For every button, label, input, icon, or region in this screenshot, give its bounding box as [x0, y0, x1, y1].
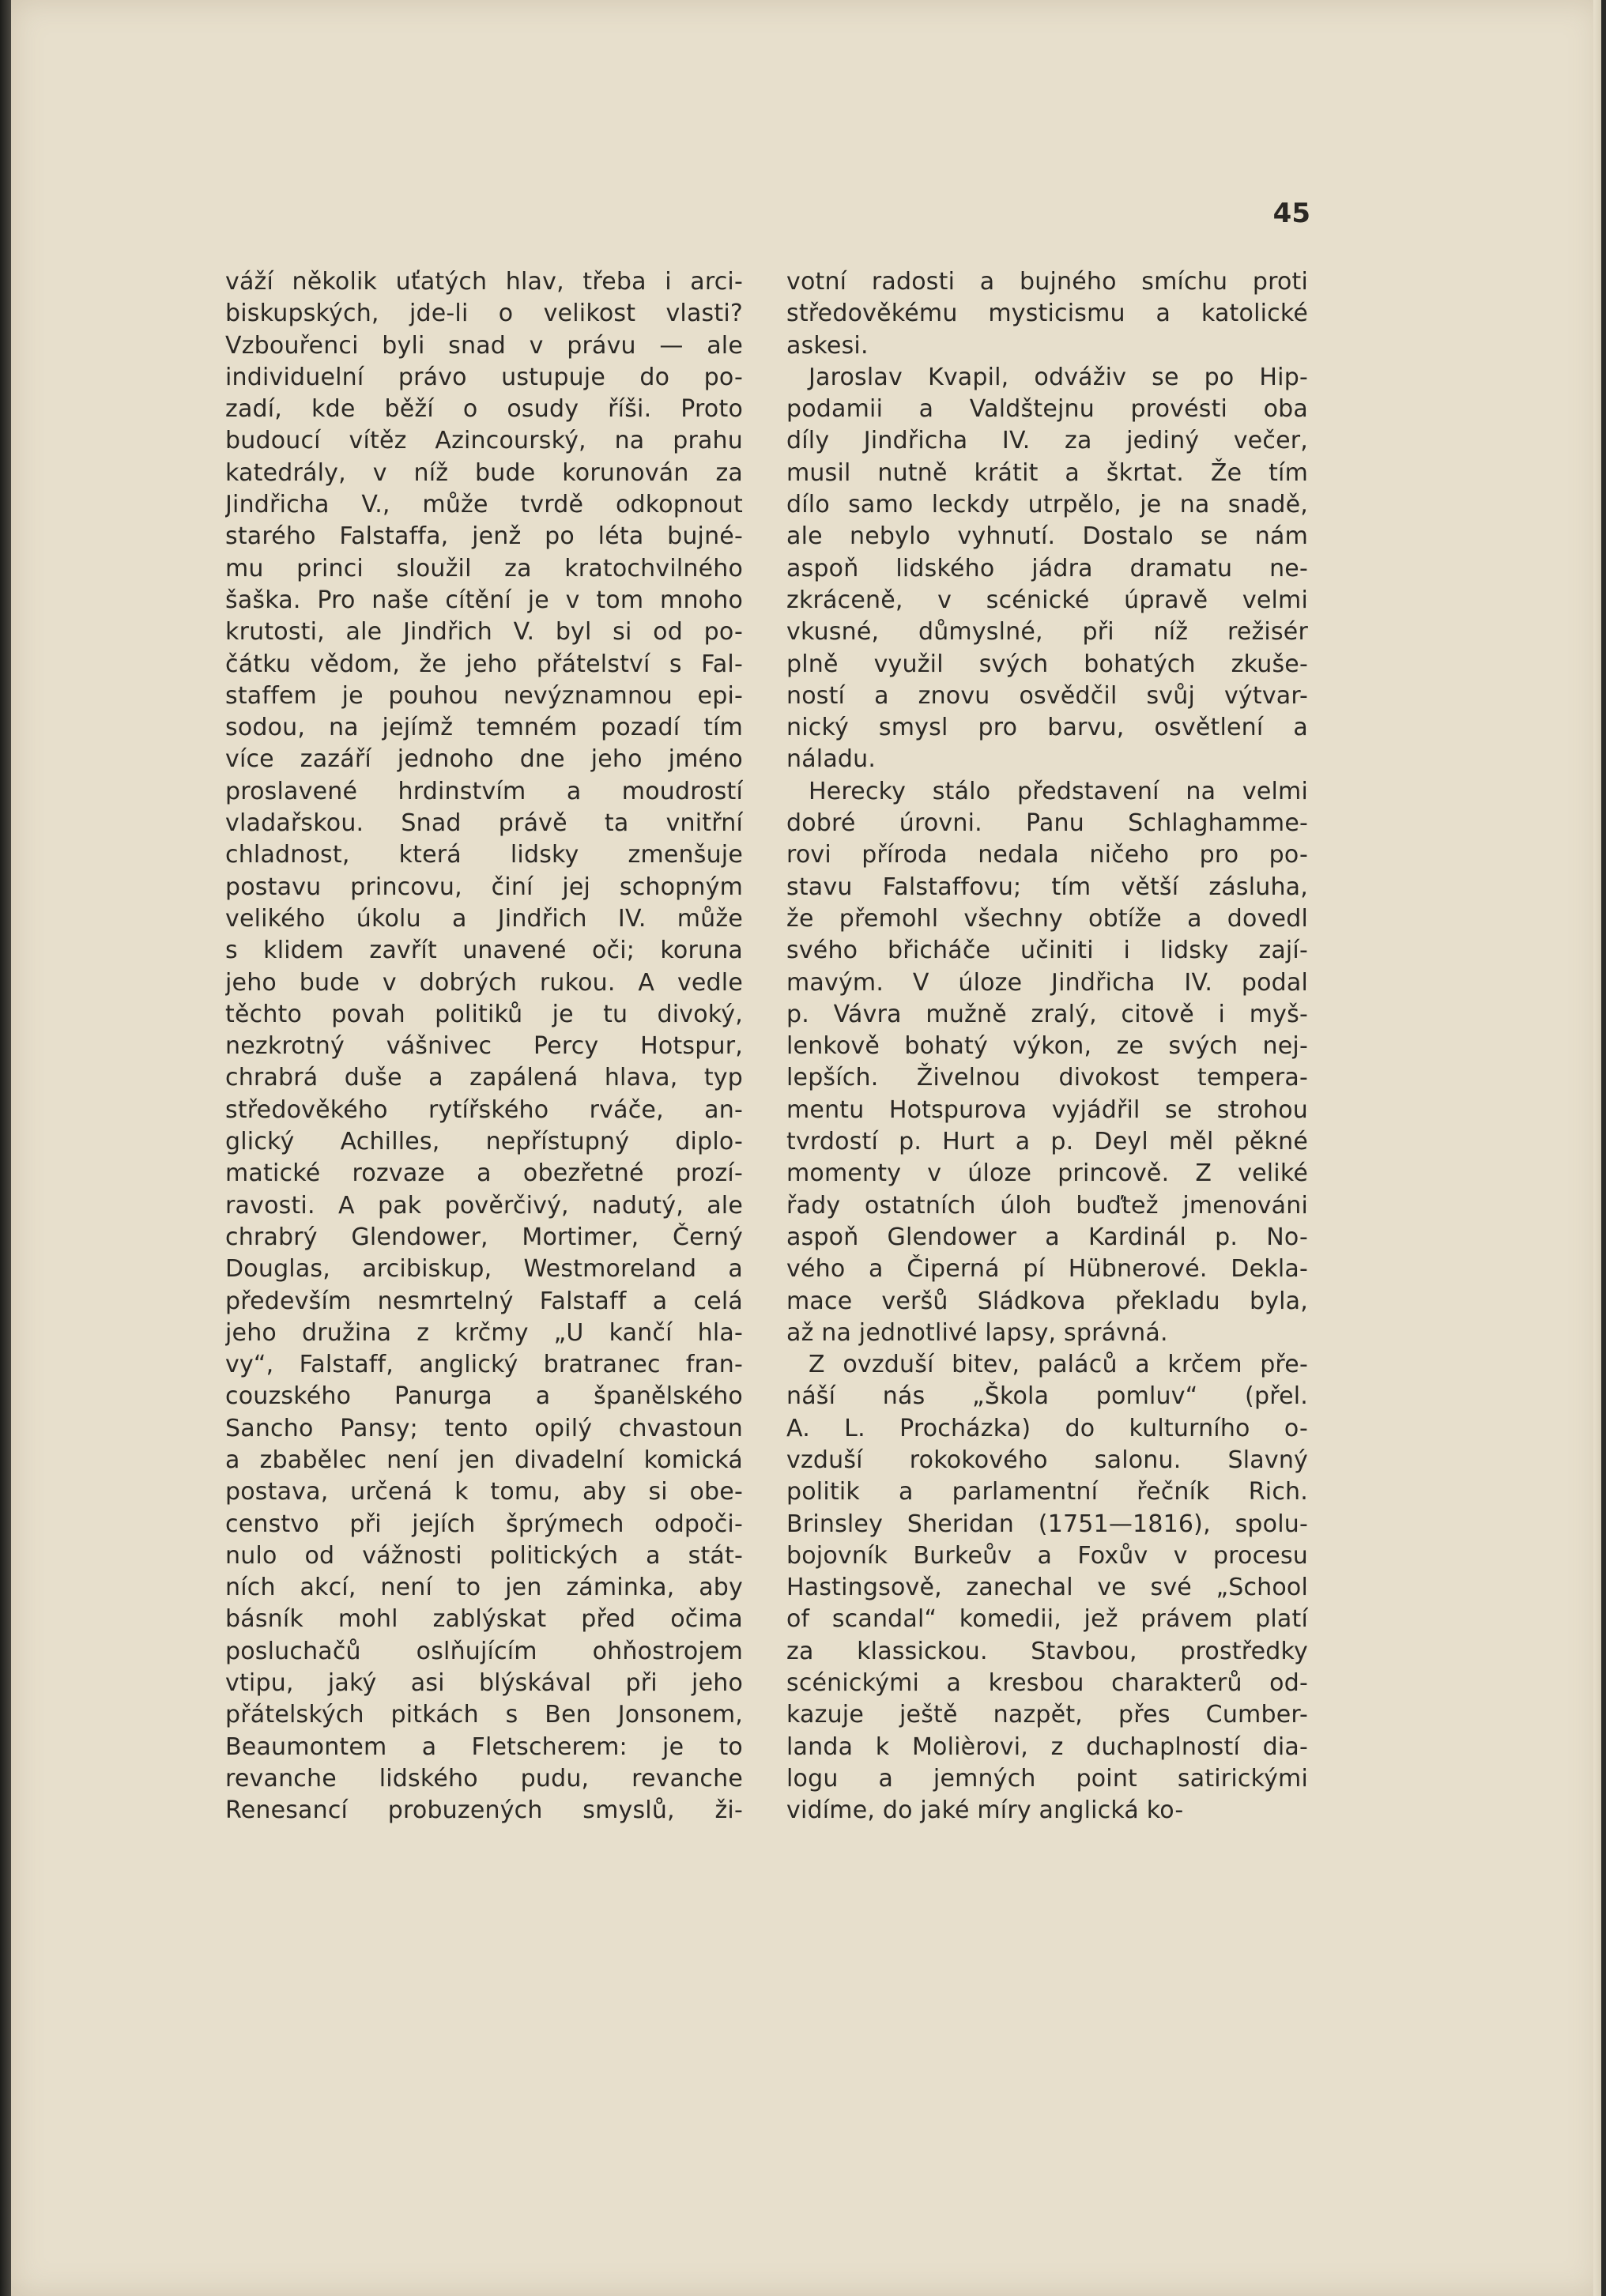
text-line: váží několik uťatých hlav, třeba i arci- [225, 268, 743, 296]
text-line: svého břicháče učiniti i lidsky zají- [786, 937, 1308, 965]
text-line: Douglas, arcibiskup, Westmoreland a [225, 1255, 743, 1284]
text-line: politik a parlamentní řečník Rich. [786, 1478, 1308, 1506]
text-line: revanche lidského pudu, revanche [225, 1764, 743, 1793]
text-line: za klassickou. Stavbou, prostředky [786, 1637, 1308, 1665]
text-line: proslavené hrdinstvím a moudrostí [225, 777, 743, 805]
binding-shadow [0, 0, 11, 2296]
text-line: jeho bude v dobrých rukou. A vedle [225, 968, 743, 997]
text-line: krutosti, ale Jindřich V. byl si od po- [225, 618, 743, 647]
text-line: nulo od vážnosti politických a stát- [225, 1541, 743, 1570]
text-line: nický smysl pro barvu, osvětlení a [786, 714, 1308, 742]
text-line: rovi příroda nedala ničeho pro po- [786, 841, 1308, 869]
text-line: staffem je pouhou nevýznamnou epi- [225, 681, 743, 710]
paragraph [786, 1349, 1308, 1827]
text-line: podamii a Valdštejnu provésti oba [786, 395, 1308, 424]
left-text-column [225, 266, 743, 1827]
text-line: ravosti. A pak pověrčivý, nadutý, ale [225, 1191, 743, 1220]
text-line: zadí, kde běží o osudy říši. Proto [225, 395, 743, 424]
text-line: scénickými a kresbou charakterů od- [786, 1669, 1308, 1698]
page-right-edge [1593, 0, 1601, 2296]
text-line: stavu Falstaffovu; tím větší zásluha, [786, 873, 1308, 901]
text-line: vého a Čiperná pí Hübnerové. Dekla- [786, 1255, 1308, 1284]
text-line: plně využil svých bohatých zkuše- [786, 650, 1308, 678]
text-line: censtvo při jejích šprýmech odpoči- [225, 1510, 743, 1538]
text-line: aspoň lidského jádra dramatu ne- [786, 554, 1308, 582]
text-line: chladnost, která lidsky zmenšuje [225, 841, 743, 869]
text-line: lenkově bohatý výkon, ze svých nej- [786, 1032, 1308, 1061]
text-line: vy“, Falstaff, anglický bratranec fran- [225, 1351, 743, 1379]
text-line: těchto povah politiků je tu divoký, [225, 1000, 743, 1028]
text-line: vkusné, důmyslné, při níž režisér [786, 618, 1308, 647]
text-line: matické rozvaze a obezřetné prozí- [225, 1159, 743, 1188]
text-line: A. L. Procházka) do kulturního o- [786, 1414, 1308, 1442]
text-line: biskupských, jde-li o velikost vlasti? [225, 300, 743, 328]
text-line: s klidem zavřít unavené oči; koruna [225, 937, 743, 965]
text-line: až na jednotlivé lapsy, správná. [786, 1318, 1168, 1347]
text-line: askesi. [786, 331, 869, 360]
paragraph [786, 266, 1308, 362]
text-line: mu princi sloužil za kratochvilného [225, 554, 743, 582]
text-line: mavým. V úloze Jindřicha IV. podal [786, 968, 1308, 997]
text-line: vidíme, do jaké míry anglická ko- [786, 1796, 1184, 1825]
text-line: couzského Panurga a španělského [225, 1382, 743, 1411]
text-line: postavu princovu, činí jej schopným [225, 873, 743, 901]
text-line: starého Falstaffa, jenž po léta bujné- [225, 522, 743, 551]
text-line: lepších. Živelnou divokost tempera- [786, 1064, 1308, 1092]
text-line: Renesancí probuzených smyslů, ži- [225, 1796, 743, 1825]
text-line: budoucí vítěz Azincourský, na prahu [225, 427, 743, 455]
text-line: ale nebylo vyhnutí. Dostalo se nám [786, 522, 1308, 551]
text-line: logu a jemných point satirickými [786, 1764, 1308, 1793]
text-line: dobré úrovni. Panu Schlaghamme- [786, 809, 1308, 838]
text-line: nezkrotný vášnivec Percy Hotspur, [225, 1032, 743, 1061]
text-line: jeho družina z krčmy „U kančí hla- [225, 1318, 743, 1347]
text-line: Vzbouřenci byli snad v právu — ale [225, 331, 743, 360]
text-line: zkráceně, v scénické úpravě velmi [786, 586, 1308, 614]
text-line: mace veršů Sládkova překladu byla, [786, 1287, 1308, 1315]
text-line: of scandal“ komedii, jež právem platí [786, 1605, 1308, 1634]
text-line: posluchačů oslňujícím ohňostrojem [225, 1637, 743, 1665]
text-line: kazuje ještě nazpět, přes Cumber- [786, 1701, 1308, 1729]
text-line: Sancho Pansy; tento opilý chvastoun [225, 1414, 743, 1442]
text-line: a zbabělec není jen divadelní komická [225, 1446, 743, 1474]
text-line: aspoň Glendower a Kardinál p. No- [786, 1223, 1308, 1251]
text-line: katedrály, v níž bude korunován za [225, 458, 743, 487]
text-line: Beaumontem a Fletscherem: je to [225, 1732, 743, 1761]
text-line: řady ostatních úloh buďtež jmenováni [786, 1191, 1308, 1220]
text-line: šaška. Pro naše cítění je v tom mnoho [225, 586, 743, 614]
text-line: p. Vávra mužně zralý, citově i myš- [786, 1000, 1308, 1028]
text-line: dílo samo leckdy utrpělo, je na snadě, [786, 491, 1308, 519]
text-line: vtipu, jaký asi blýskával při jeho [225, 1669, 743, 1698]
text-line: náší nás „Škola pomluv“ (přel. [786, 1382, 1308, 1411]
text-line: Hastingsově, zanechal ve své „School [786, 1574, 1308, 1602]
paragraph [786, 776, 1308, 1349]
text-line: postava, určená k tomu, aby si obe- [225, 1478, 743, 1506]
text-line: Z ovzduší bitev, paláců a krčem pře- [809, 1351, 1308, 1379]
text-line: díly Jindřicha IV. za jediný večer, [786, 427, 1308, 455]
text-line: glický Achilles, nepřístupný diplo- [225, 1128, 743, 1156]
text-line: náladu. [786, 745, 877, 774]
text-line: Jaroslav Kvapil, odváživ se po Hip- [809, 363, 1308, 391]
text-line: individuelní právo ustupuje do po- [225, 363, 743, 391]
text-line: ních akcí, není to jen záminka, aby [225, 1574, 743, 1602]
text-line: vzduší rokokového salonu. Slavný [786, 1446, 1308, 1474]
text-line: bojovník Burkeův a Foxův v procesu [786, 1541, 1308, 1570]
text-line: ností a znovu osvědčil svůj výtvar- [786, 681, 1308, 710]
text-line: Herecky stálo představení na velmi [809, 777, 1308, 805]
text-line: chrabrý Glendower, Mortimer, Černý [225, 1223, 743, 1251]
text-line: básník mohl zablýskat před očima [225, 1605, 743, 1634]
text-line: čátku vědom, že jeho přátelství s Fal- [225, 650, 743, 678]
text-line: více zazáří jednoho dne jeho jméno [225, 745, 743, 774]
text-line: landa k Molièrovi, z duchaplností dia- [786, 1732, 1308, 1761]
right-text-column [786, 266, 1308, 1827]
text-line: musil nutně krátit a škrtat. Že tím [786, 458, 1308, 487]
text-line: tvrdostí p. Hurt a p. Deyl měl pěkné [786, 1128, 1308, 1156]
text-line: votní radosti a bujného smíchu proti [786, 268, 1308, 296]
page-number: 45 [1272, 198, 1310, 229]
text-line: středověkého rytířského rváče, an- [225, 1095, 743, 1124]
text-line: velikého úkolu a Jindřich IV. může [225, 904, 743, 933]
text-line: sodou, na jejímž temném pozadí tím [225, 714, 743, 742]
text-line: Brinsley Sheridan (1751—1816), spolu- [786, 1510, 1308, 1538]
text-line: přátelských pitkách s Ben Jonsonem, [225, 1701, 743, 1729]
paragraph [786, 362, 1308, 776]
text-line: vladařskou. Snad právě ta vnitřní [225, 809, 743, 838]
text-line: momenty v úloze princově. Z veliké [786, 1159, 1308, 1188]
text-line: především nesmrtelný Falstaff a celá [225, 1287, 743, 1315]
text-line: že přemohl všechny obtíže a dovedl [786, 904, 1308, 933]
text-line: mentu Hotspurova vyjádřil se strohou [786, 1095, 1308, 1124]
text-line: středověkému mysticismu a katolické [786, 300, 1308, 328]
text-line: chrabrá duše a zapálená hlava, typ [225, 1064, 743, 1092]
text-line: Jindřicha V., může tvrdě odkopnout [225, 491, 743, 519]
